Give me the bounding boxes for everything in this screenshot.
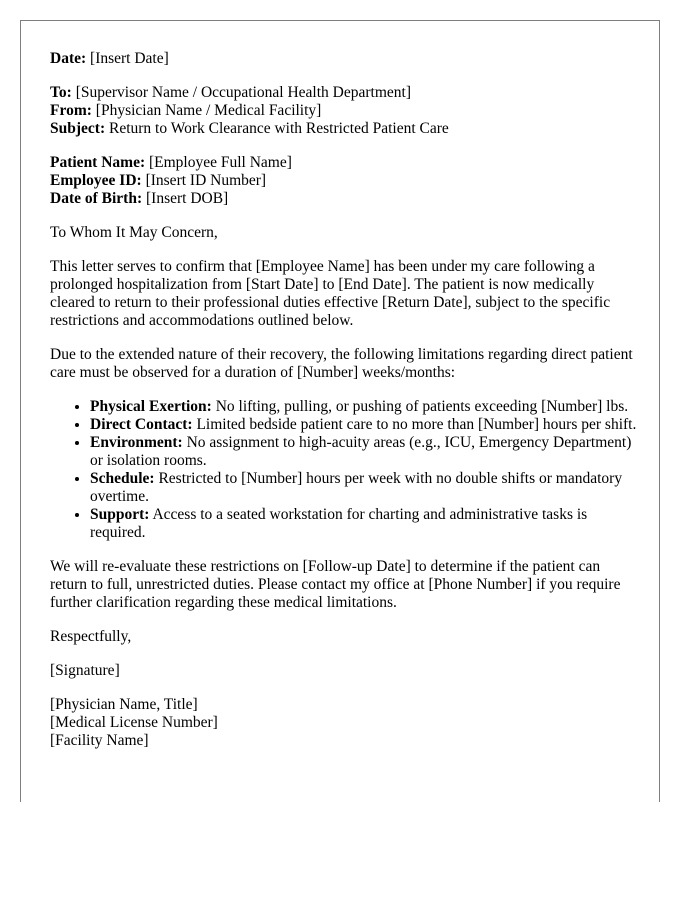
to-label: To:	[50, 84, 72, 101]
signature-block	[50, 696, 640, 750]
list-item	[90, 398, 640, 416]
physician-name: [Physician Name, Title]	[50, 696, 198, 713]
employee-id-value: [Insert ID Number]	[145, 172, 267, 189]
list-item	[90, 416, 640, 434]
from-value: [Physician Name / Medical Facility]	[95, 102, 322, 119]
restriction-text: Restricted to [Number] hours per week with no double shifts or mandatory overtime.	[90, 470, 623, 505]
valediction: Respectfully,	[50, 628, 132, 645]
restriction-label: Environment:	[90, 434, 183, 451]
restrictions-list	[50, 398, 640, 542]
dob-line	[50, 190, 640, 208]
from-label: From:	[50, 102, 92, 119]
restriction-label: Support:	[90, 506, 150, 523]
restriction-label: Direct Contact:	[90, 416, 193, 433]
to-line	[50, 84, 640, 102]
facility-name: [Facility Name]	[50, 732, 149, 749]
from-line	[50, 102, 640, 120]
medical-license: [Medical License Number]	[50, 714, 218, 731]
restriction-label: Physical Exertion:	[90, 398, 212, 415]
body-paragraph-clearance: This letter serves to confirm that [Employee Name] has been under my care following a prolonged hospitalization from [Start Date] to [End Date]. The patient is now medically cleared to return to their professional duties effective [Return Date], subject to the specific restrictions and accommodations outlined below.	[50, 258, 611, 329]
patient-info	[50, 154, 640, 208]
patient-name-label: Patient Name:	[50, 154, 146, 171]
restriction-text: Limited bedside patient care to no more than [Number] hours per shift.	[196, 416, 637, 433]
restriction-text: No lifting, pulling, or pushing of patients exceeding [Number] lbs.	[215, 398, 629, 415]
subject-value: Return to Work Clearance with Restricted Patient Care	[108, 120, 449, 137]
employee-id-line	[50, 172, 640, 190]
dob-label: Date of Birth:	[50, 190, 143, 207]
list-item	[90, 506, 640, 542]
employee-id-label: Employee ID:	[50, 172, 142, 189]
date-label: Date:	[50, 50, 87, 67]
subject-line	[50, 120, 640, 138]
letter-page	[20, 20, 660, 802]
letter-routing	[50, 84, 640, 138]
patient-name-value: [Employee Full Name]	[149, 154, 292, 171]
patient-name-line	[50, 154, 640, 172]
body-paragraph-reevaluation: We will re-evaluate these restrictions on [Follow-up Date] to determine if the patient can return to full, unrestricted duties. Please contact my office at [Phone Number] if you require further clarification regarding these medical limitations.	[50, 558, 621, 611]
salutation: To Whom It May Concern,	[50, 224, 218, 241]
letter-content	[50, 50, 640, 766]
restriction-label: Schedule:	[90, 470, 155, 487]
letter-header-date	[50, 50, 640, 68]
restriction-text: Access to a seated workstation for charting and administrative tasks is required.	[90, 506, 588, 541]
dob-value: [Insert DOB]	[146, 190, 229, 207]
list-item	[90, 470, 640, 506]
subject-label: Subject:	[50, 120, 106, 137]
to-value: [Supervisor Name / Occupational Health Department]	[75, 84, 411, 101]
body-paragraph-limitations: Due to the extended nature of their recovery, the following limitations regarding direct patient care must be observed for a duration of [Number] weeks/months:	[50, 346, 633, 381]
signature-placeholder: [Signature]	[50, 662, 120, 679]
restriction-text: No assignment to high-acuity areas (e.g., ICU, Emergency Department) or isolation rooms.	[90, 434, 632, 469]
date-value: [Insert Date]	[90, 50, 169, 67]
list-item	[90, 434, 640, 470]
